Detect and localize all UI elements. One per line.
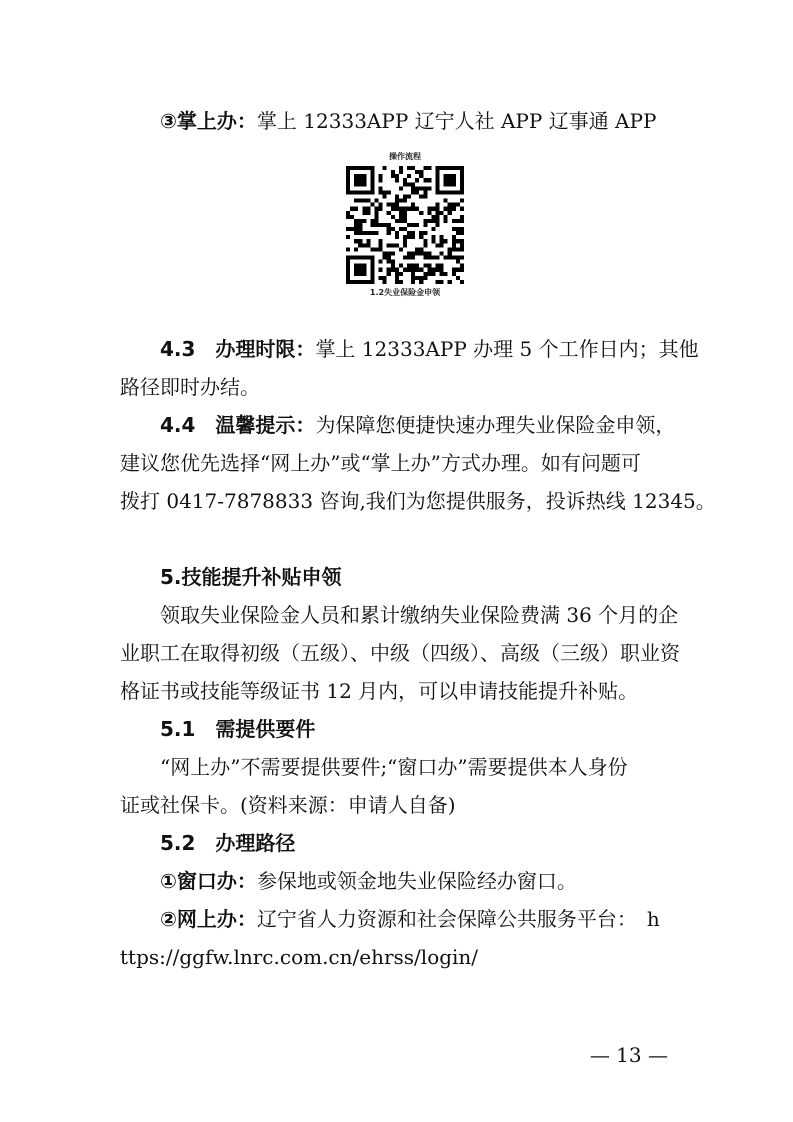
line-4-4-cont1: 建议您优先选择“网上办”或“掌上办”方式办理。如有问题可 — [120, 451, 641, 475]
online-channel-text: 辽宁省人力资源和社会保障公共服务平台： h — [256, 907, 660, 931]
line-online-channel — [160, 905, 660, 933]
reminder-text: 为保障您便捷快速办理失业保险金申领， — [315, 413, 676, 437]
section-5-1-text1: “网上办”不需要提供要件;“窗口办”需要提供本人身份 — [160, 755, 628, 779]
qr-caption-bottom: 1.2失业保险金申领 — [369, 288, 441, 297]
line-4-4-cont2: 拨打 0417-7878833 咨询,我们为您提供服务，投诉热线 12345。 — [120, 489, 716, 513]
reminder-label: 4.4 温馨提示： — [160, 413, 316, 437]
mobile-channel-text: 掌上 12333APP 辽宁人社 APP 辽事通 APP — [256, 109, 657, 133]
online-channel-url[interactable]: ttps://ggfw.lnrc.com.cn/ehrss/login/ — [120, 945, 479, 969]
section-5-para3: 格证书或技能等级证书 12 月内，可以申请技能提升补贴。 — [120, 679, 639, 703]
window-channel-text: 参保地或领金地失业保险经办窗口。 — [256, 869, 577, 893]
section-5-2-heading: 5.2 办理路径 — [160, 831, 296, 855]
section-5-para1: 领取失业保险金人员和累计缴纳失业保险费满 36 个月的企 — [160, 603, 679, 627]
time-limit-text: 掌上 12333APP 办理 5 个工作日内；其他 — [315, 337, 699, 361]
section-5-1-heading: 5.1 需提供要件 — [160, 717, 316, 741]
page-number: — 13 — — [589, 1043, 668, 1067]
mobile-channel-label: ③掌上办： — [160, 109, 257, 133]
window-channel-label: ①窗口办： — [160, 869, 257, 893]
time-limit-label: 4.3 办理时限： — [160, 337, 316, 361]
line-4-3-cont: 路径即时办结。 — [120, 375, 260, 399]
online-channel-label: ②网上办： — [160, 907, 257, 931]
qr-block — [340, 152, 470, 298]
section-5-heading: 5.技能提升补贴申领 — [160, 565, 342, 589]
line-4-3 — [160, 335, 699, 363]
line-4-4 — [160, 411, 675, 439]
line-mobile-channel — [160, 107, 656, 135]
section-5-para2: 业职工在取得初级（五级）、中级（四级）、高级（三级）职业资 — [120, 641, 680, 665]
section-5-1-text2: 证或社保卡。(资料来源：申请人自备) — [120, 793, 456, 817]
line-window-channel — [160, 867, 577, 895]
qr-caption-top: 操作流程 — [389, 152, 421, 161]
qr-code[interactable] — [346, 166, 464, 284]
